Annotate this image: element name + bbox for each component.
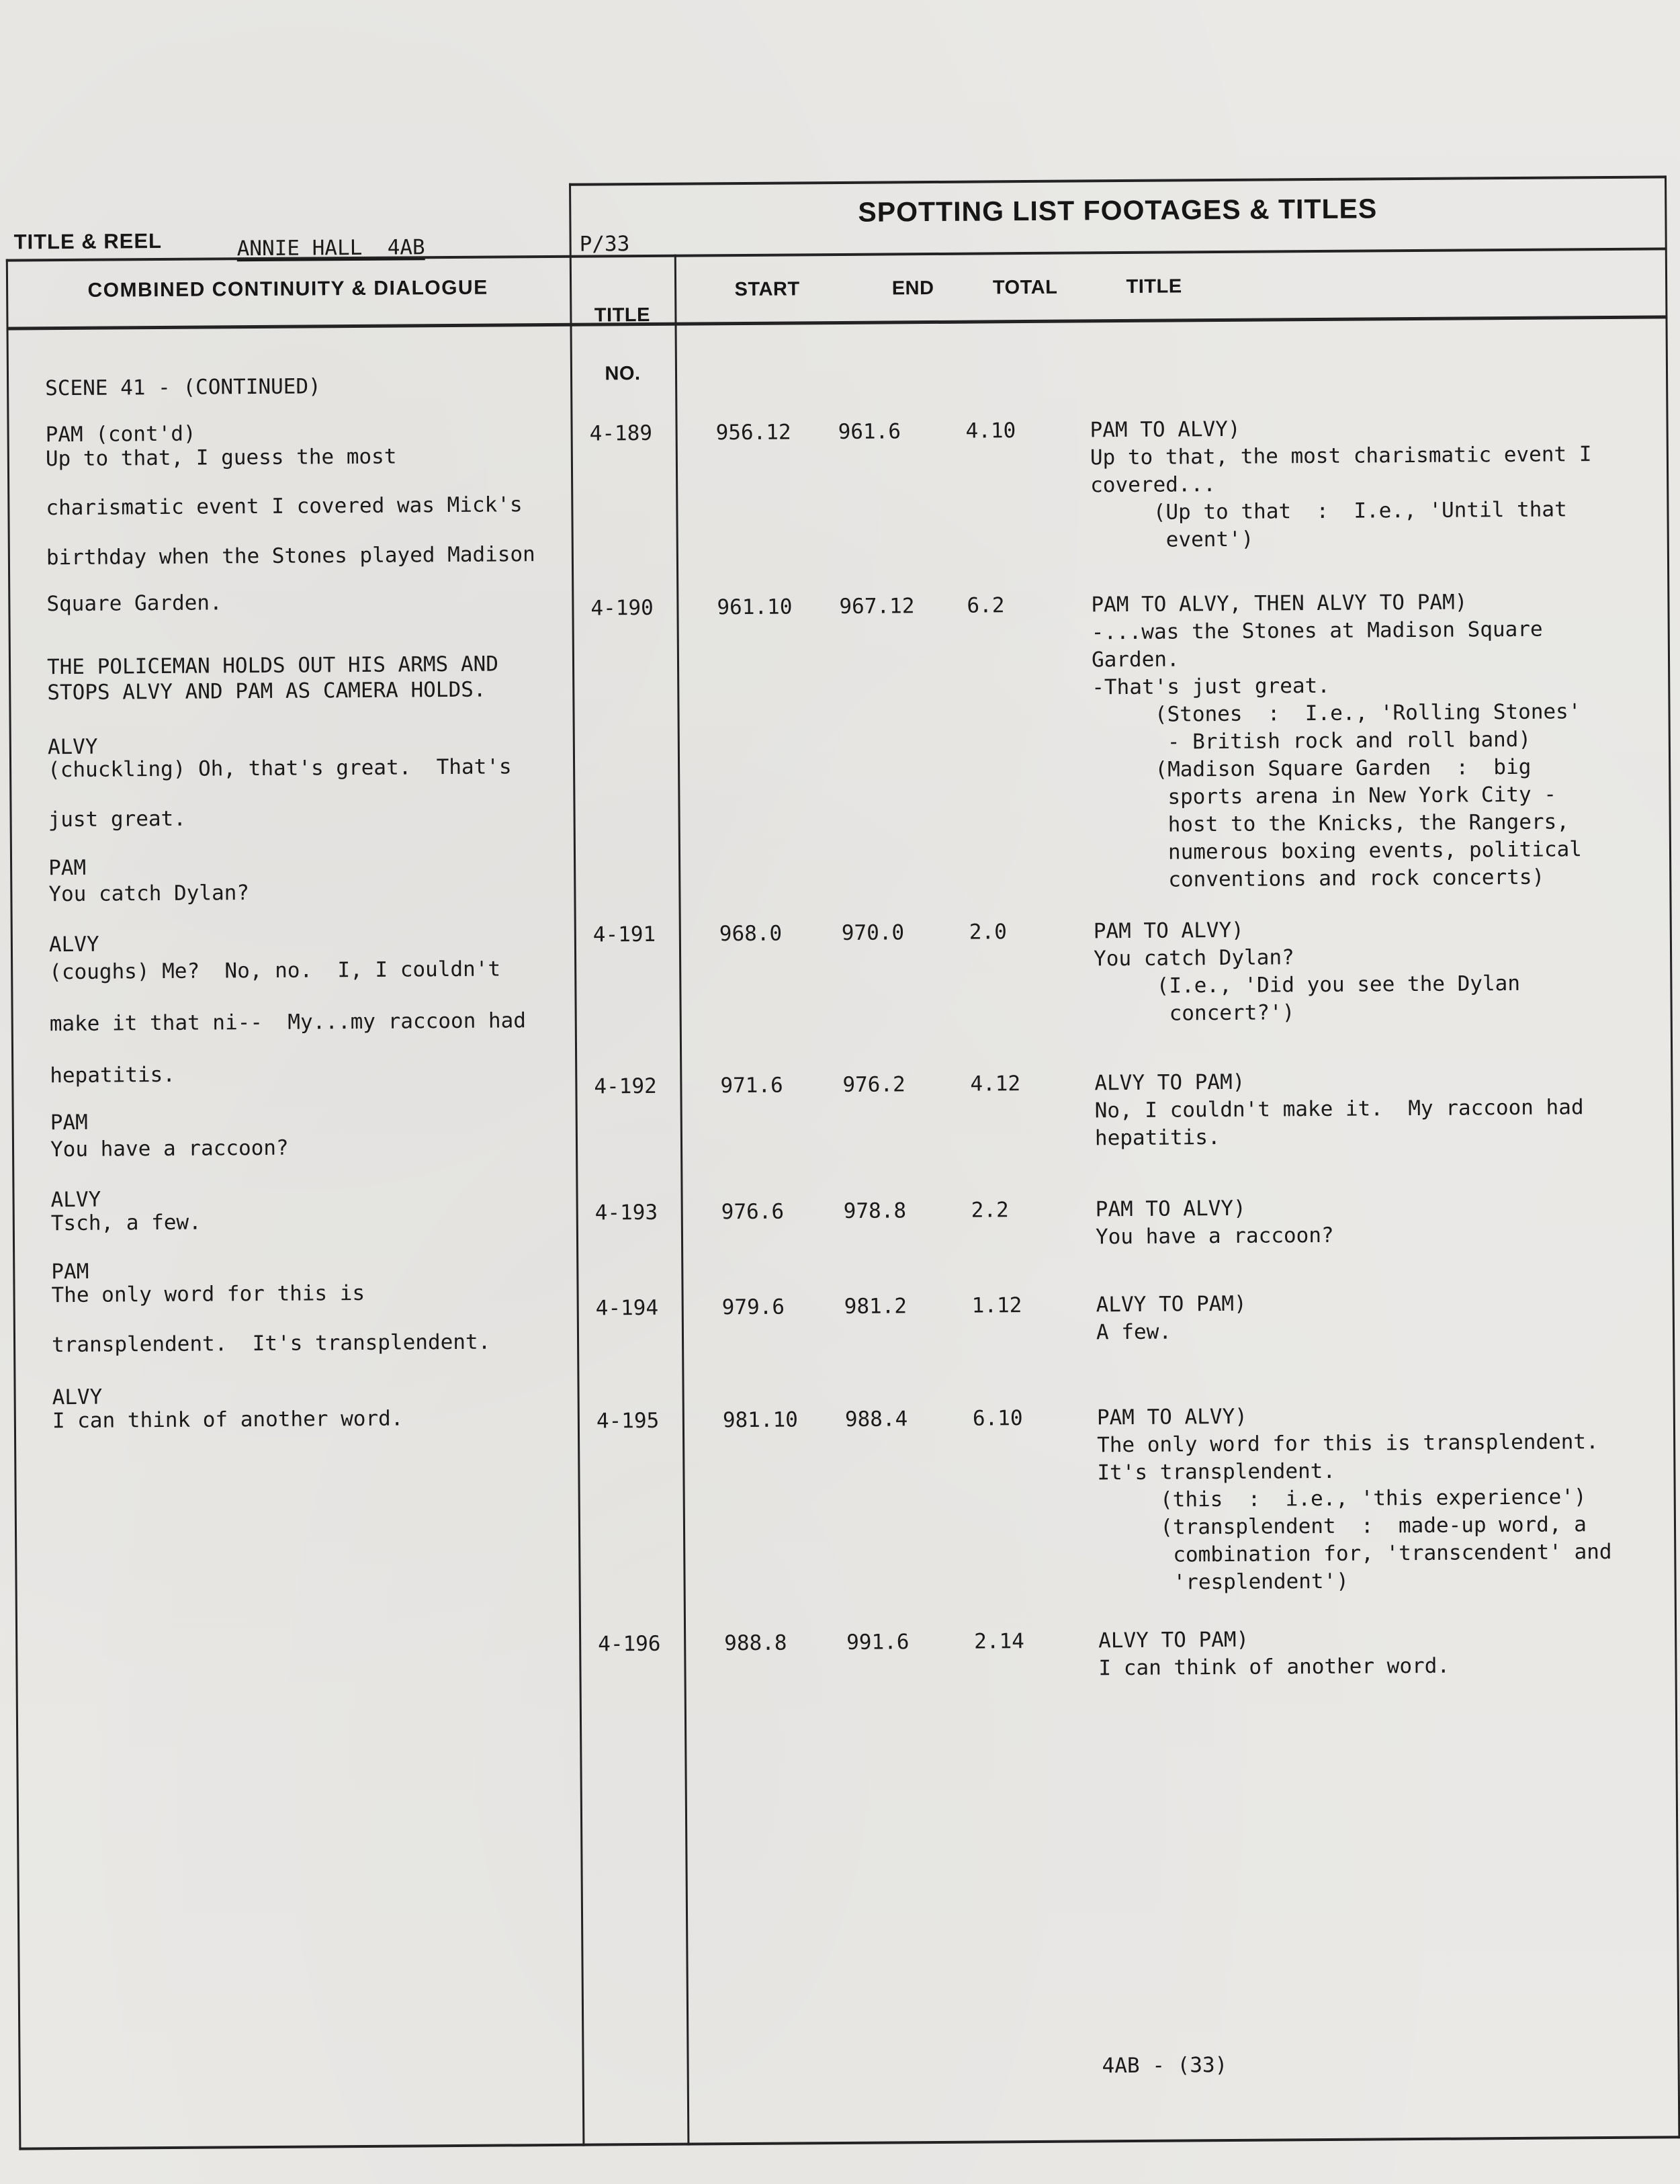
title-text — [1096, 1291, 1247, 1347]
title-text-line: concert?') — [1094, 1000, 1295, 1027]
continuity-line: ALVY — [52, 1385, 103, 1410]
title-text-line: (this : i.e., 'this experience') — [1097, 1485, 1587, 1513]
total-footage: 6.2 — [967, 593, 1005, 618]
title-text-line: (I.e., 'Did you see the Dylan — [1094, 971, 1521, 999]
total-footage: 2.2 — [971, 1198, 1009, 1223]
title-text-line: You catch Dylan? — [1093, 945, 1294, 971]
start-footage: 971.6 — [720, 1073, 783, 1098]
continuity-divider-rule — [569, 183, 584, 2146]
continuity-line: ALVY — [50, 1187, 101, 1213]
continuity-line: (coughs) Me? No, no. I, I couldn't — [49, 957, 501, 985]
title-text-line: host to the Knicks, the Rangers, — [1092, 810, 1570, 838]
title-text — [1094, 915, 1521, 1028]
end-footage: 961.6 — [838, 419, 901, 444]
continuity-line: hepatitis. — [50, 1062, 176, 1088]
title-reel-label: TITLE & REEL — [13, 229, 163, 254]
total-footage: 2.14 — [974, 1629, 1024, 1654]
title-text — [1090, 413, 1592, 554]
title-text-line: -That's just great. — [1092, 673, 1331, 700]
title-text-line: PAM TO ALVY, THEN ALVY TO PAM) — [1091, 590, 1468, 617]
title-text-line: event') — [1090, 527, 1254, 553]
continuity-line: I can think of another word. — [52, 1406, 404, 1434]
continuity-line: ALVY — [47, 734, 98, 760]
continuity-line: transplendent. It's transplendent. — [51, 1329, 491, 1358]
continuity-line: PAM (cont'd) — [45, 421, 196, 447]
title-text-line: hepatitis. — [1094, 1125, 1221, 1151]
title-text-line: 'resplendent') — [1098, 1569, 1349, 1596]
start-footage: 968.0 — [719, 921, 783, 947]
title-text-line: ALVY TO PAM) — [1096, 1291, 1247, 1317]
title-text-line: Garden. — [1091, 647, 1180, 672]
title-number: 4-194 — [595, 1295, 659, 1321]
title-text — [1091, 588, 1582, 894]
column-header-title-no-line2: NO. — [605, 363, 641, 385]
continuity-line: Square Garden. — [46, 591, 222, 617]
title-text-line: PAM TO ALVY) — [1095, 1196, 1246, 1222]
start-footage: 979.6 — [721, 1295, 785, 1320]
end-footage: 976.2 — [842, 1072, 905, 1097]
title-text-line: It's transplendent. — [1097, 1458, 1336, 1485]
start-footage: 956.12 — [715, 420, 791, 445]
title-text-line: (transplendent : made-up word, a — [1097, 1512, 1587, 1540]
continuity-line: Tsch, a few. — [50, 1210, 202, 1236]
page-footer: 4AB - (33) — [1102, 2053, 1228, 2079]
continuity-line: SCENE 41 - (CONTINUED) — [45, 374, 321, 401]
continuity-line: ALVY — [48, 932, 99, 957]
end-footage: 981.2 — [844, 1294, 908, 1319]
start-footage: 961.10 — [717, 595, 793, 620]
title-number: 4-189 — [589, 421, 653, 446]
spotting-list-title: SPOTTING LIST FOOTAGES & TITLES — [858, 193, 1378, 228]
title-text-line: PAM TO ALVY) — [1093, 918, 1244, 944]
continuity-line: PAM — [48, 855, 87, 881]
start-footage: 988.8 — [724, 1630, 787, 1656]
title-text-line: PAM TO ALVY) — [1096, 1404, 1247, 1430]
continuity-line: PAM — [51, 1259, 89, 1284]
title-number: 4-191 — [592, 922, 656, 947]
end-footage: 967.12 — [839, 594, 915, 619]
title-text-line: Up to that, the most charismatic event I — [1090, 442, 1592, 470]
continuity-line: make it that ni-- My...my raccoon had — [49, 1008, 527, 1037]
continuity-line: The only word for this is — [51, 1280, 365, 1308]
continuity-line: You catch Dylan? — [48, 881, 250, 907]
title-text-line: conventions and rock concerts) — [1093, 865, 1545, 893]
end-footage: 970.0 — [841, 920, 905, 945]
title-no-divider-rule — [674, 255, 690, 2146]
title-number: 4-190 — [590, 595, 654, 621]
spotting-entry — [3, 1623, 1680, 1681]
title-text-line: combination for, 'transcendent' and — [1098, 1539, 1612, 1568]
reel-value: ANNIE HALL 4AB — [236, 235, 425, 261]
title-number: 4-193 — [594, 1200, 658, 1225]
title-text-line: sports arena in New York City - — [1092, 782, 1557, 810]
continuity-line: You have a raccoon? — [50, 1135, 289, 1162]
title-text-line: I can think of another word. — [1098, 1653, 1450, 1681]
start-footage: 976.6 — [721, 1199, 785, 1225]
title-text — [1097, 1401, 1612, 1597]
total-footage: 4.10 — [965, 419, 1016, 443]
continuity-line: Up to that, I guess the most — [45, 444, 397, 472]
total-footage: 4.12 — [970, 1072, 1021, 1096]
title-text-line: You have a raccoon? — [1095, 1223, 1334, 1250]
left-border-rule — [6, 259, 21, 2150]
title-text-line: (Up to that : I.e., 'Until that — [1090, 497, 1567, 525]
title-number: 4-196 — [598, 1631, 661, 1657]
title-text-line: (Stones : I.e., 'Rolling Stones' — [1092, 699, 1581, 728]
title-text-line: numerous boxing events, political — [1092, 837, 1583, 865]
title-text — [1098, 1625, 1450, 1683]
title-text-line: (Madison Square Garden : big — [1092, 754, 1532, 783]
combined-continuity-title: COMBINED CONTINUITY & DIALOGUE — [87, 276, 488, 302]
end-footage: 991.6 — [846, 1630, 910, 1655]
title-text-line: A few. — [1096, 1319, 1172, 1345]
continuity-line: (chuckling) Oh, that's great. That's — [47, 754, 512, 783]
continuity-line: charismatic event I covered was Mick's — [46, 492, 523, 521]
column-header-total: TOTAL — [992, 276, 1058, 299]
title-number: 4-195 — [596, 1408, 660, 1434]
title-text-line: The only word for this is transplendent. — [1097, 1430, 1599, 1458]
column-header-title: TITLE — [1126, 275, 1182, 298]
column-header-start: START — [734, 278, 800, 301]
title-text-line: ALVY TO PAM) — [1094, 1069, 1245, 1096]
title-number: 4-192 — [594, 1074, 657, 1099]
title-text-line: No, I couldn't make it. My raccoon had — [1094, 1095, 1584, 1123]
title-text — [1094, 1066, 1584, 1152]
spotting-box-top-rule — [569, 175, 1666, 185]
page-code: P/33 — [579, 232, 630, 257]
right-border-rule — [1665, 175, 1680, 2138]
title-text-line: -...was the Stones at Madison Square — [1091, 617, 1543, 645]
column-header-end: END — [891, 277, 934, 300]
page-bottom-rule — [19, 2136, 1679, 2150]
continuity-line: PAM — [50, 1110, 88, 1135]
column-header-title-no-line1: TITLE — [594, 304, 651, 326]
continuity-line: THE POLICEMAN HOLDS OUT HIS ARMS AND — [46, 652, 499, 680]
column-header-bottom-rule — [6, 315, 1667, 330]
total-footage: 6.10 — [972, 1406, 1023, 1431]
title-text — [1096, 1194, 1334, 1251]
end-footage: 978.8 — [843, 1198, 907, 1223]
column-header-title-no — [570, 267, 676, 423]
continuity-line: STOPS ALVY AND PAM AS CAMERA HOLDS. — [47, 677, 486, 705]
title-text-line: - British rock and roll band) — [1092, 727, 1532, 755]
title-text-line: covered... — [1090, 472, 1216, 498]
continuity-line: birthday when the Stones played Madison — [46, 542, 535, 570]
title-text-line: PAM TO ALVY) — [1090, 417, 1241, 443]
continuity-line: just great. — [48, 806, 187, 832]
total-footage: 2.0 — [969, 920, 1007, 945]
end-footage: 988.4 — [844, 1407, 908, 1432]
total-footage: 1.12 — [971, 1293, 1022, 1318]
start-footage: 981.10 — [722, 1407, 798, 1433]
title-text-line: ALVY TO PAM) — [1098, 1627, 1249, 1653]
